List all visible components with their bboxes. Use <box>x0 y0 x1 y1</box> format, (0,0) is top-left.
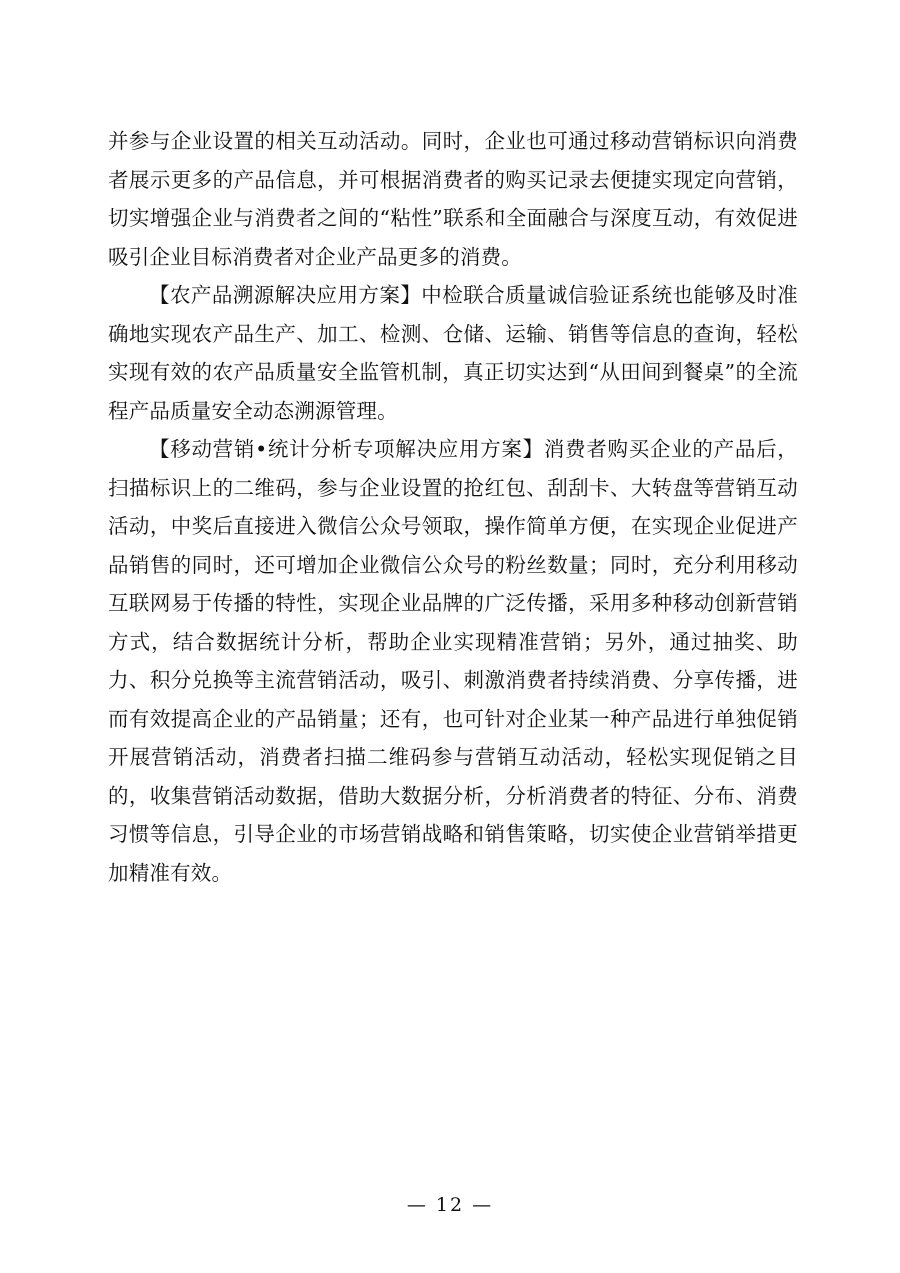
document-body <box>108 122 798 892</box>
paragraph-3: 【移动营销•统计分析专项解决应用方案】消费者购买企业的产品后，扫描标识上的二维码，参与企业设置的抢红包、刮刮卡、大转盘等营销互动活动，中奖后直接进入微信公众号领取，操作简单方便，在实现企业促进产品销售的同时，还可增加企业微信公众号的粉丝数量；同时，充分利用移动互联网易于传播的特性，实现企业品牌的广泛传播，采用多种移动创新营销方式，结合数据统计分析，帮助企业实现精准营销；另外，通过抽奖、助力、积分兑换等主流营销活动，吸引、刺激消费者持续消费、分享传播，进而有效提高企业的产品销量；还有，也可针对企业某一种产品进行单独促销开展营销活动，消费者扫描二维码参与营销互动活动，轻松实现促销之目的，收集营销活动数据，借助大数据分析，分析消费者的特征、分布、消费习惯等信息，引导企业的市场营销战略和销售策略，切实使企业营销举措更加精准有效。 <box>108 437 798 885</box>
paragraph-1: 并参与企业设置的相关互动活动。同时，企业也可通过移动营销标识向消费者展示更多的产品信息，并可根据消费者的购买记录去便捷实现定向营销，切实增强企业与消费者之间的“粘性”联系和全面融合与深度互动，有效促进吸引企业目标消费者对企业产品更多的消费。 <box>108 129 798 269</box>
page-number: — 12 — <box>406 1194 494 1216</box>
page-footer <box>0 1194 900 1216</box>
paragraph-2: 【农产品溯源解决应用方案】中检联合质量诚信验证系统也能够及时准确地实现农产品生产、加工、检测、仓储、运输、销售等信息的查询，轻松实现有效的农产品质量安全监管机制，真正切实达到“从田间到餐桌”的全流程产品质量安全动态溯源管理。 <box>108 283 798 423</box>
